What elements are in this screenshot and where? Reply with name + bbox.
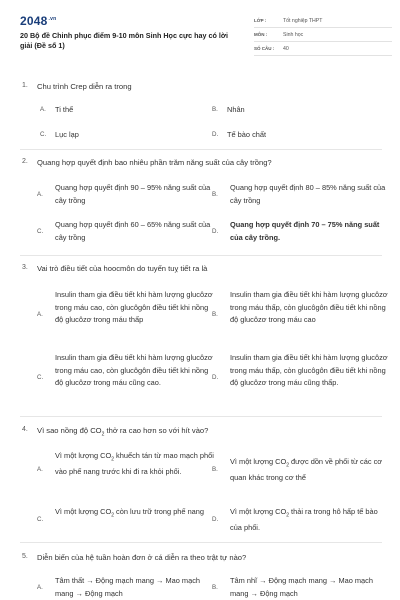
exam-meta (254, 14, 392, 56)
option-letter: B. (212, 106, 218, 113)
option-letter: C. (37, 228, 44, 235)
meta-row-class (254, 14, 392, 28)
document-header (20, 14, 388, 59)
option-text: Quang hợp quyết định 70 – 75% năng suất của cây trồng. (230, 220, 380, 242)
site-logo[interactable]: $2048^{.vn}$ (20, 14, 57, 28)
option-b[interactable] (212, 104, 372, 117)
option-text: Insulin tham gia điều tiết khi hàm lượng glucôzơ trong máu thấp, còn glucôgôn điều tiết khi nồng độ glucôzơ trong máu cao (230, 290, 388, 324)
meta-label: LỚP : (254, 18, 267, 23)
option-letter: D. (212, 516, 219, 523)
option-text: Tế bào chất (227, 130, 267, 139)
question-4 (20, 426, 382, 544)
question-text: Quang hợp quyết định bao nhiêu phần trăm năng suất của cây trồng? (37, 158, 272, 167)
option-text: Quang hợp quyết định 80 – 85% năng suất của cây trồng (230, 183, 386, 205)
option-c[interactable] (37, 506, 212, 534)
divider (20, 149, 382, 150)
option-text: Insulin tham gia điều tiết khi hàm lượng glucôzơ trong máu thấp, còn glucôgôn điều tiết khi nồng độ glucôzơ trong máu cũng thấp. (230, 353, 388, 387)
option-letter: C. (37, 374, 44, 381)
page-title: 20 Bộ đề Chinh phục điểm 9-10 môn Sinh Học cực hay có lời giải (Đề số 1) (20, 31, 229, 50)
option-c[interactable] (37, 219, 212, 245)
option-a[interactable] (37, 289, 212, 341)
meta-label: SỐ CÂU : (254, 46, 275, 51)
question-number: 5. (22, 553, 28, 560)
option-letter: B. (212, 311, 218, 318)
option-letter: B. (212, 466, 218, 473)
question-text: Vì sao nồng độ $CO_2$ thở ra cao hơn so với hít vào? (37, 426, 209, 438)
option-text: Nhân (227, 105, 245, 114)
question-text: Chu trình Crep diễn ra trong (37, 82, 132, 91)
meta-row-subject (254, 28, 392, 42)
option-letter: A. (37, 311, 43, 318)
option-text: Insulin tham gia điều tiết khi hàm lượng glucôzơ trong máu cao, còn glucôgôn điều tiết khi nồng độ glucôzơ trong máu cũng cao. (55, 353, 213, 387)
option-text: Vì một lượng $CO_2$ khuếch tán từ mao mạch phổi vào phế nang trước khi đi ra khỏi phổi. (55, 451, 214, 476)
option-d[interactable] (212, 129, 372, 142)
meta-value: Tốt nghiệp THPT (283, 17, 323, 24)
option-d[interactable] (212, 352, 388, 404)
option-letter: C. (37, 516, 44, 523)
question-text: Diễn biến của hệ tuần hoàn đơn ở cá diễn ra theo trật tự nào? (37, 553, 247, 562)
option-letter: A. (37, 191, 43, 198)
option-letter: D. (212, 374, 219, 381)
option-a[interactable] (40, 104, 200, 117)
option-letter: A. (37, 466, 43, 473)
divider (20, 255, 382, 256)
divider (20, 416, 382, 417)
divider (20, 542, 382, 543)
question-number: 4. (22, 426, 28, 433)
question-number: 2. (22, 158, 28, 165)
question-5 (20, 553, 382, 600)
option-text: Tâm thất → Động mạch mang → Mao mạch mang → Động mạch (55, 576, 200, 598)
option-text: Ti thể (55, 105, 74, 114)
meta-value: Sinh học (283, 31, 304, 38)
question-2 (20, 158, 386, 258)
option-a[interactable] (37, 575, 212, 600)
option-text: Vì một lượng $CO_2$ còn lưu trữ trong phế nang (55, 507, 205, 519)
option-letter: D. (212, 228, 219, 235)
question-number: 1. (22, 82, 28, 89)
option-b[interactable] (212, 575, 382, 600)
option-letter: D. (212, 131, 219, 138)
question-1 (20, 82, 382, 152)
option-text: Vì một lượng $CO_2$ thải ra trong hô hấp tế bào của phổi. (230, 507, 378, 532)
option-letter: C. (40, 131, 47, 138)
option-a[interactable] (37, 182, 212, 208)
option-letter: A. (37, 584, 43, 591)
option-text: Quang hợp quyết định 90 – 95% năng suất của cây trồng (55, 183, 211, 205)
option-letter: A. (40, 106, 46, 113)
option-a[interactable] (37, 450, 212, 490)
option-d[interactable] (212, 506, 382, 534)
question-number: 3. (22, 264, 28, 271)
option-d[interactable] (212, 219, 382, 245)
option-text: Insulin tham gia điều tiết khi hàm lượng glucôzơ trong máu cao, còn glucôgôn điều tiết khi nồng độ glucôzơ trong máu thấp (55, 290, 213, 324)
option-b[interactable] (212, 456, 382, 486)
option-b[interactable] (212, 182, 386, 208)
meta-row-count (254, 42, 392, 56)
meta-value: 40 (283, 45, 289, 52)
option-text: Quang hợp quyết định 60 – 65% năng suất của cây trồng (55, 220, 211, 242)
option-text: Tâm nhĩ → Động mạch mang → Mao mạch mang → Động mạch (230, 576, 373, 598)
option-letter: B. (212, 191, 218, 198)
option-text: Lục lạp (55, 130, 79, 139)
question-3 (20, 264, 388, 424)
option-c[interactable] (40, 129, 200, 142)
option-c[interactable] (37, 352, 212, 404)
meta-label: MÔN : (254, 32, 268, 37)
option-text: Vì một lượng $CO_2$ được dồn về phổi từ các cơ quan khác trong cơ thể (230, 457, 383, 482)
option-b[interactable] (212, 289, 388, 341)
option-letter: B. (212, 584, 218, 591)
question-text: Vai trò điều tiết của hoocmôn do tuyến tuỵ tiết ra là (37, 264, 208, 273)
